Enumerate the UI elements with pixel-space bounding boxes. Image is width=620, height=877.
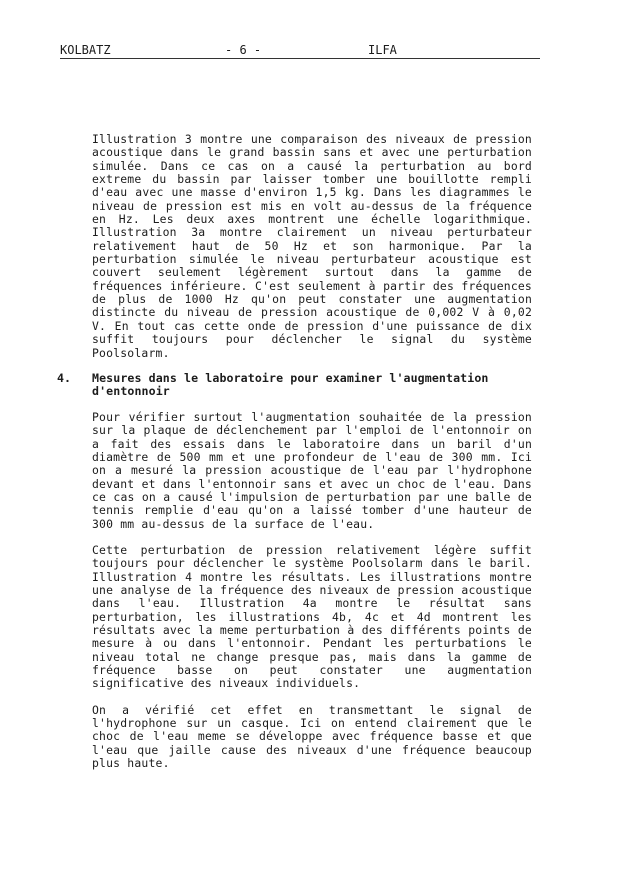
section-heading: [57, 372, 537, 399]
section-title: Mesures dans le laboratoire pour examiner l'augmentation d'entonnoir: [92, 370, 489, 399]
paragraph-hydrophone: On a vérifié cet effet en transmettant le signal de l'hydrophone sur un casque. Ici on entend clairement que le choc de l'eau meme se développe avec fréquence basse et que l'eau que jaille cause des niveaux d'une fréquence beaucoup plus haute.: [92, 702, 532, 771]
header-company: ILFA: [368, 43, 397, 57]
section-number: 4.: [57, 370, 71, 385]
page-header: [60, 43, 540, 59]
header-rule: [60, 58, 540, 59]
page-number: - 6 -: [225, 43, 262, 57]
paragraph-illustration-3: Illustration 3 montre une comparaison des niveaux de pression acoustique dans le grand bassin sans et avec une perturbation simulée. Dans ce cas on a causé la perturbation au bord extreme du bassin par laisser tomber une bouillotte rempli d'eau avec une masse d'environ 1,5 kg. Dans les diagrammes le niveau de pression est mis en volt au-dessus de la fréquence en Hz. Les deux axes montrent une échelle logarithmique. Illustration 3a montre clairement un niveau perturbateur relativement haut de 50 Hz et son harmonique. Par la perturbation simulée le niveau perturbateur acoustique est couvert seulement légèrement surtout dans la gamme de fréquences inférieure. C'est seulement à partir des fréquences de plus de 1000 Hz qu'on peut constater une augmentation distincte du niveau de pression acoustique de 0,002 V à 0,02 V. En tout cas cette onde de pression d'une puissance de dix suffit toujours pour déclencher le signal du système Poolsolarm.: [92, 132, 532, 360]
header-author: KOLBATZ: [60, 43, 111, 57]
paragraph-laboratory-tests: Pour vérifier surtout l'augmentation souhaitée de la pression sur la plaque de déclenchement par l'emploi de l'entonnoir on a fait des essais dans le laboratoire dans un baril d'un diamètre de 500 mm et une profondeur de l'eau de 300 mm. Ici on a mesuré la pression acoustique de l'eau par l'hydrophone devant et dans l'entonnoir sans et avec un choc de l'eau. Dans ce cas on a causé l'impulsion de perturbation par une balle de tennis remplie d'eau qu'on a laissé tomber d'une hauteur de 300 mm au-dessus de la surface de l'eau.: [92, 409, 532, 531]
paragraph-results: Cette perturbation de pression relativement légère suffit toujours pour déclencher le système Poolsolarm dans le baril. Illustration 4 montre les résultats. Les illustrations montre une analyse de la fréquence des niveaux de pression acoustique dans l'eau. Illustration 4a montre le résultat sans perturbation, les illustrations 4b, 4c et 4d montrent les résultats avec la meme perturbation à des différents points de mesure à ou dans l'entonnoir. Pendant les perturbations le niveau total ne change presque pas, mais dans la gamme de fréquence basse on peut constater une augmentation significative des niveaux individuels.: [92, 542, 532, 691]
document-body: [57, 133, 537, 770]
